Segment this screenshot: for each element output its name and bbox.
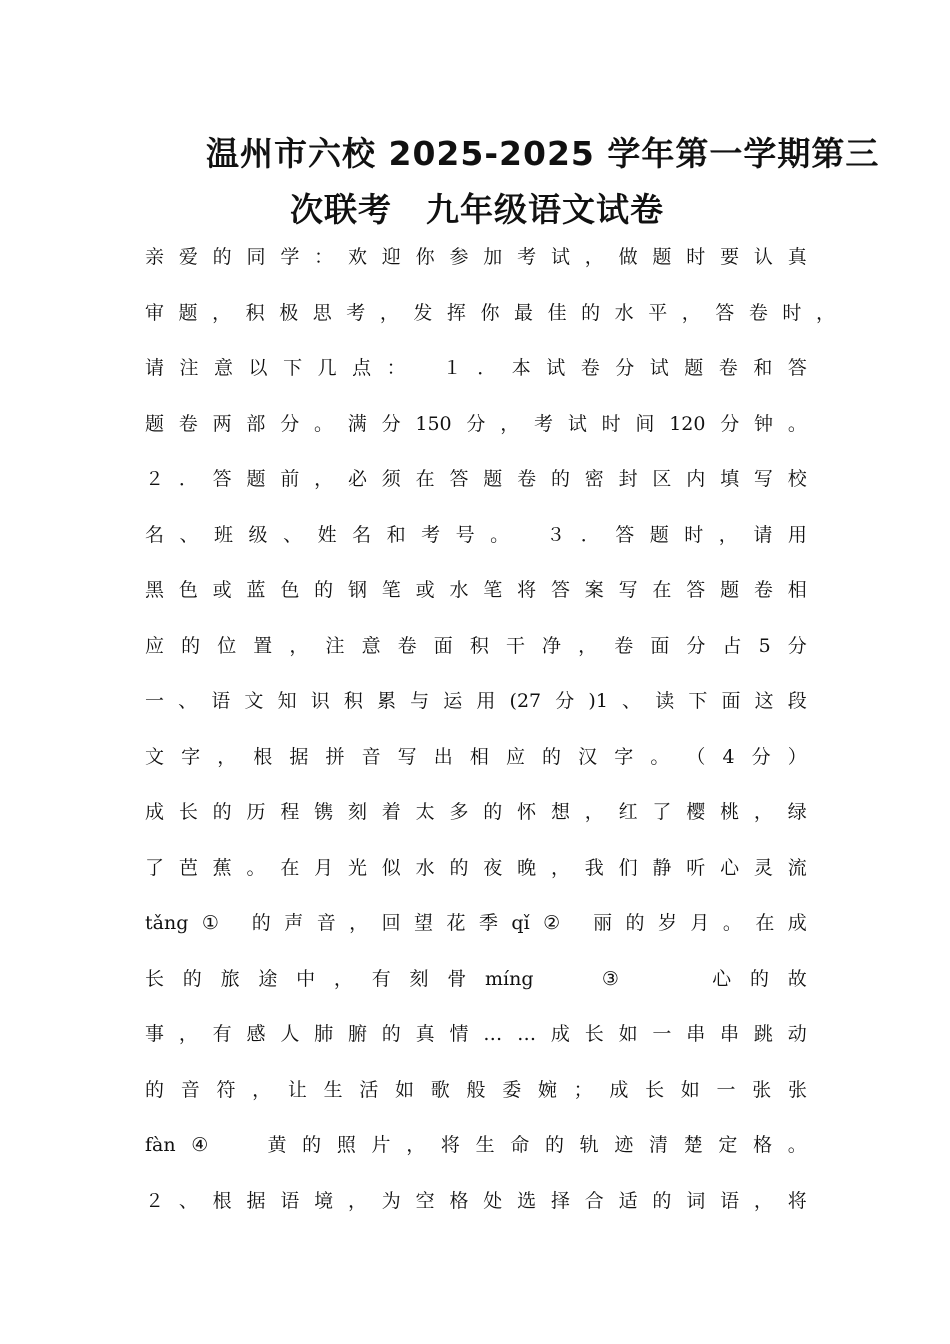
body-line-text: 事 ， 有 感 人 肺 腑 的 真 情 … … 成 长 如 一 串 串 跳 动 — [145, 1023, 807, 1045]
body-line — [145, 634, 845, 658]
body-line-text: 长 的 旅 途 中 ， 有 刻 骨 míng ③ 心 的 故 — [145, 968, 807, 990]
body-line-text: 亲 爱 的 同 学 ： 欢 迎 你 参 加 考 试 ， 做 题 时 要 认 真 — [145, 246, 807, 268]
body-line — [145, 745, 845, 769]
body-line-text: 黑 色 或 蓝 色 的 钢 笔 或 水 笔 将 答 案 写 在 答 题 卷 相 — [145, 579, 807, 601]
body-line — [145, 800, 845, 824]
body-line — [145, 467, 845, 491]
body-line — [145, 1022, 845, 1046]
body-line — [145, 412, 845, 436]
body-line — [145, 301, 845, 325]
body-line — [145, 967, 845, 991]
body-line — [145, 856, 845, 880]
body-line-text: 应 的 位 置 ， 注 意 卷 面 积 干 净 ， 卷 面 分 占 5 分 — [145, 635, 807, 657]
body-line-text: 的 音 符 ， 让 生 活 如 歌 般 委 婉 ； 成 长 如 一 张 张 — [145, 1079, 807, 1101]
body-line-text: fàn ④ 黄 的 照 片 ， 将 生 命 的 轨 迹 清 楚 定 格 。 — [145, 1134, 807, 1156]
exam-title-line-1: 温州市六校 2025-2025 学年第一学期第三 — [206, 134, 880, 173]
body-line — [145, 523, 845, 547]
body-line-text: ２ 、 根 据 语 境 ， 为 空 格 处 选 择 合 适 的 词 语 ， 将 — [145, 1190, 807, 1212]
body-line-text: 名 、 班 级 、 姓 名 和 考 号 。 ３ ． 答 题 时 ， 请 用 — [145, 524, 807, 546]
body-line-text: 一 、 语 文 知 识 积 累 与 运 用 (27 分 )1 、 读 下 面 这 段 — [145, 690, 807, 712]
body-line-text: 成 长 的 历 程 镌 刻 着 太 多 的 怀 想 ， 红 了 樱 桃 ， 绿 — [145, 801, 807, 823]
body-line-text: 审 题 ， 积 极 思 考 ， 发 挥 你 最 佳 的 水 平 ， 答 卷 时 ， — [145, 302, 835, 324]
body-line-text: 请 注 意 以 下 几 点 ： １ ． 本 试 卷 分 试 题 卷 和 答 — [145, 357, 807, 379]
exam-title-line-2: 次联考 九年级语文试卷 — [290, 190, 664, 229]
body-line — [145, 356, 845, 380]
body-line-text: ２ ． 答 题 前 ， 必 须 在 答 题 卷 的 密 封 区 内 填 写 校 — [145, 468, 807, 490]
body-line-text: 文 字 ， 根 据 拼 音 写 出 相 应 的 汉 字 。 （ 4 分 ） — [145, 746, 807, 768]
body-line — [145, 1078, 845, 1102]
body-line — [145, 1189, 845, 1213]
body-line — [145, 245, 845, 269]
body-line — [145, 578, 845, 602]
body-line-text: 题 卷 两 部 分 。 满 分 150 分 ， 考 试 时 间 120 分 钟 。 — [145, 413, 807, 435]
body-line — [145, 1133, 845, 1157]
body-line — [145, 911, 845, 935]
body-line-text: tǎng ① 的 声 音 ， 回 望 花 季 qǐ ② 丽 的 岁 月 。 在 成 — [145, 912, 807, 934]
body-line — [145, 689, 845, 713]
body-line-text: 了 芭 蕉 。 在 月 光 似 水 的 夜 晚 ， 我 们 静 听 心 灵 流 — [145, 857, 807, 879]
